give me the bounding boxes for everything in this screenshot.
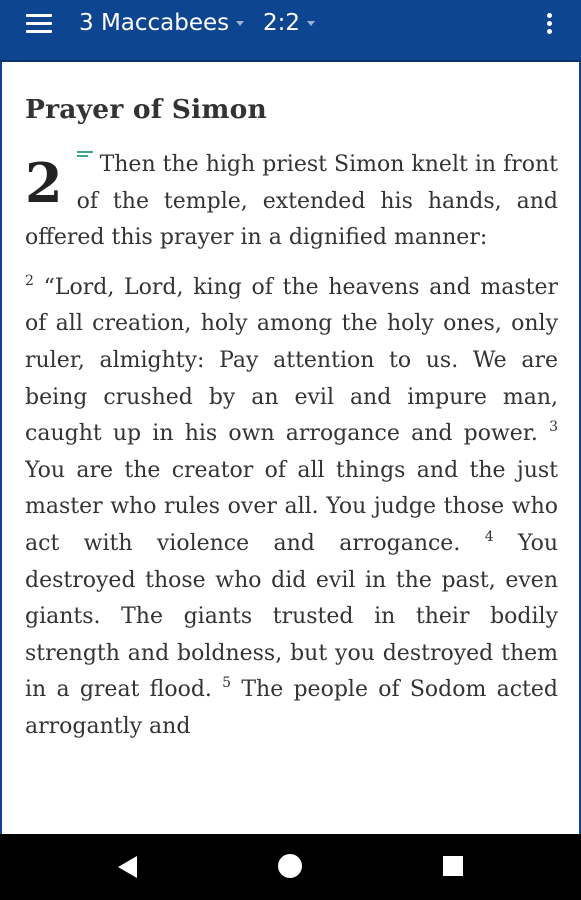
- verse-number-4: 4: [484, 528, 494, 545]
- paragraph-1: [25, 147, 558, 257]
- app-bar: [0, 0, 581, 62]
- verse-4-text: You destroyed those who did evil in the past, even giants. The giants trusted in their bodily strength and boldness, but you destroyed them in a great flood.: [25, 530, 558, 703]
- paragraph-2: [25, 270, 558, 746]
- verse-number-2: 2: [25, 272, 34, 289]
- verse-number-3: 3: [549, 419, 558, 436]
- reading-pane[interactable]: [25, 62, 558, 834]
- more-vertical-icon[interactable]: [547, 13, 553, 37]
- verse-3-text: You are the creator of all things and the just master who rules over all. You judge those who act with violence and arrogance.: [25, 457, 558, 556]
- caret-down-icon: [307, 21, 315, 26]
- nav-back-icon[interactable]: [118, 856, 137, 878]
- chapter-number: 2: [25, 151, 63, 215]
- nav-home-icon[interactable]: [278, 854, 302, 878]
- chapter-verse-label: 2:2: [263, 10, 301, 36]
- left-edge-border: [0, 62, 2, 834]
- hamburger-menu-icon[interactable]: [26, 14, 54, 36]
- book-selector[interactable]: [79, 10, 244, 36]
- nav-recents-icon[interactable]: [443, 856, 463, 876]
- section-heading: Prayer of Simon: [25, 94, 267, 125]
- book-name: 3 Maccabees: [79, 10, 230, 36]
- chapter-verse-selector[interactable]: [263, 10, 315, 36]
- verse-5-text: The people of Sodom acted arrogantly and: [25, 677, 558, 739]
- verse-2-text: “Lord, Lord, king of the heavens and master of all creation, holy among the holy ones, only ruler, almighty: Pay attention to us. We are being crushed by an evil and impure man, caught up in his own arrogance and power.: [25, 274, 558, 447]
- caret-down-icon: [236, 21, 244, 26]
- system-nav-bar: [0, 834, 581, 900]
- verse-number-5: 5: [222, 675, 232, 692]
- study-note-icon[interactable]: [77, 151, 93, 161]
- verse-1-text: Then the high priest Simon knelt in front of the temple, extended his hands, and offered this prayer in a dignified manner:: [25, 152, 558, 251]
